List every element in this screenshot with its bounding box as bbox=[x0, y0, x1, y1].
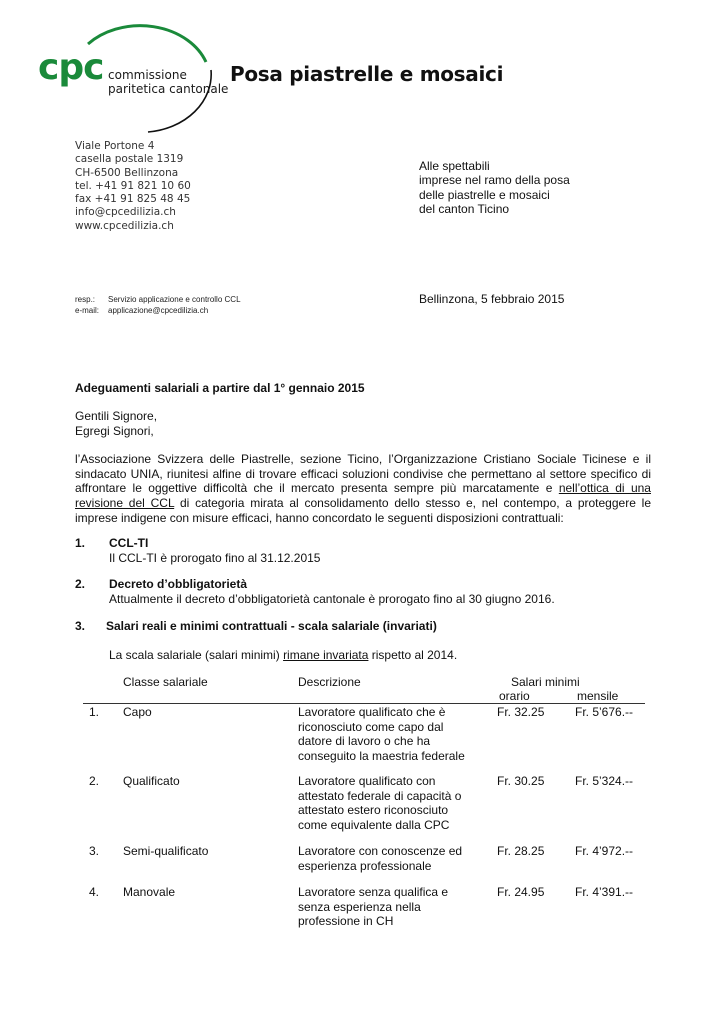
email-label: e-mail: bbox=[75, 306, 100, 315]
row-orario: Fr. 28.25 bbox=[497, 844, 545, 858]
row-descrizione: Lavoratore senza qualifica e senza esperienza nella professione in CH bbox=[298, 885, 449, 928]
row-mensile: Fr. 4’972.-- bbox=[575, 844, 634, 858]
row-orario: Fr. 24.95 bbox=[497, 885, 545, 899]
row-orario: Fr. 30.25 bbox=[497, 774, 545, 788]
section-heading: Salari reali e minimi contrattuali - scala salariale (invariati) bbox=[106, 619, 437, 633]
section-number: 2. bbox=[75, 577, 86, 591]
row-descrizione: Lavoratore con conoscenze ed esperienza professionale bbox=[298, 844, 463, 873]
section-heading: Decreto d’obbligatorietà bbox=[109, 577, 248, 591]
row-descrizione: Lavoratore qualificato che è riconosciuto come capo dal datore di lavoro o che ha conseguito la maestria federale bbox=[298, 705, 465, 763]
paragraph-underlined-text: nell’ottica di una revisione del CCL bbox=[75, 481, 651, 511]
row-mensile: Fr. 5’676.-- bbox=[575, 705, 634, 719]
greeting-line: Egregi Signori, bbox=[75, 423, 154, 438]
website-link[interactable]: www.cpcedilizia.ch bbox=[75, 219, 174, 232]
scale-intro-text: La scala salariale (salari minimi) bbox=[109, 648, 284, 662]
scale-intro bbox=[109, 648, 457, 662]
logo-mark: cpc bbox=[38, 47, 104, 88]
section-number: 3. bbox=[75, 619, 86, 633]
logo-text bbox=[108, 68, 228, 96]
row-mensile: Fr. 4’391.-- bbox=[575, 885, 634, 899]
email-link[interactable]: info@cpcedilizia.ch bbox=[75, 206, 176, 219]
responsible-block bbox=[75, 294, 241, 316]
section-number: 1. bbox=[75, 536, 86, 550]
greeting bbox=[75, 409, 157, 438]
row-classe: Semi-qualificato bbox=[123, 844, 209, 858]
header-classe: Classe salariale bbox=[123, 675, 208, 689]
page-title: Posa piastrelle e mosaici bbox=[230, 62, 504, 86]
row-number: 1. bbox=[89, 705, 100, 719]
scale-intro-underlined: rimane invariata bbox=[283, 648, 369, 662]
row-mensile: Fr. 5’324.-- bbox=[575, 774, 634, 788]
section-body: Il CCL-TI è prorogato fino al 31.12.2015 bbox=[109, 550, 321, 565]
logo-line-1: commissione bbox=[108, 68, 187, 82]
row-descrizione: Lavoratore qualificato con attestato federale di capacità o attestato estero riconosciuto come equivalente dalla CPC bbox=[298, 774, 462, 832]
recipient-line: Alle spettabili bbox=[419, 159, 490, 173]
logo-line-2: paritetica cantonale bbox=[108, 82, 229, 96]
header-descrizione: Descrizione bbox=[298, 675, 361, 689]
resp-value: Servizio applicazione e controllo CCL bbox=[108, 295, 241, 304]
recipient-line: imprese nel ramo della posa bbox=[419, 173, 570, 188]
header-orario: orario bbox=[499, 689, 530, 703]
scale-intro-text: rispetto al 2014. bbox=[368, 648, 458, 662]
paragraph-text: di categoria mirata al consolidamento dello stesso e, nel contempo, a proteggere le imprese indigene con misure efficaci, hanno concordato le seguenti disposizioni contrattuali: bbox=[75, 496, 651, 525]
table-header-divider bbox=[83, 703, 645, 704]
row-number: 4. bbox=[89, 885, 100, 899]
row-classe: Manovale bbox=[123, 885, 176, 899]
header-mensile: mensile bbox=[577, 689, 619, 703]
header-salari: Salari minimi bbox=[511, 675, 580, 689]
paragraph-text: l’Associazione Svizzera delle Piastrelle, sezione Ticino, l’Organizzazione Cristiano Sociale Ticinese e il sindacato UNIA, riunitesi alfine di trovare efficaci soluzioni condivise che permettano al settore specifico di affrontare le oggettive difficoltà che il mercato presenta sempre più marcatamente e bbox=[75, 452, 651, 496]
row-classe: Qualificato bbox=[123, 774, 180, 788]
greeting-line: Gentili Signore, bbox=[75, 409, 158, 423]
row-number: 3. bbox=[89, 844, 100, 858]
section-body: Attualmente il decreto d’obbligatorietà cantonale è prorogato fino al 30 giugno 2016. bbox=[109, 591, 555, 606]
address-line: CH-6500 Bellinzona bbox=[75, 166, 179, 179]
resp-label: resp.: bbox=[75, 295, 96, 304]
address-line: Viale Portone 4 bbox=[75, 140, 155, 152]
row-orario: Fr. 32.25 bbox=[497, 705, 545, 719]
section-heading: CCL-TI bbox=[109, 536, 149, 550]
intro-paragraph bbox=[75, 452, 651, 526]
row-number: 2. bbox=[89, 774, 100, 788]
phone-line: tel. +41 91 821 10 60 bbox=[75, 179, 191, 192]
row-classe: Capo bbox=[123, 705, 152, 719]
letter-subject: Adeguamenti salariali a partire dal 1° gennaio 2015 bbox=[75, 381, 365, 395]
recipient-line: del canton Ticino bbox=[419, 202, 510, 217]
fax-line: fax +41 91 825 48 45 bbox=[75, 193, 191, 206]
letter-date: Bellinzona, 5 febbraio 2015 bbox=[419, 292, 565, 306]
resp-email-link[interactable]: applicazione@cpcedilizia.ch bbox=[108, 306, 209, 315]
address-line: casella postale 1319 bbox=[75, 153, 184, 166]
recipient-line: delle piastrelle e mosaici bbox=[419, 187, 550, 202]
recipient-block bbox=[419, 159, 570, 217]
sender-address bbox=[75, 140, 191, 233]
